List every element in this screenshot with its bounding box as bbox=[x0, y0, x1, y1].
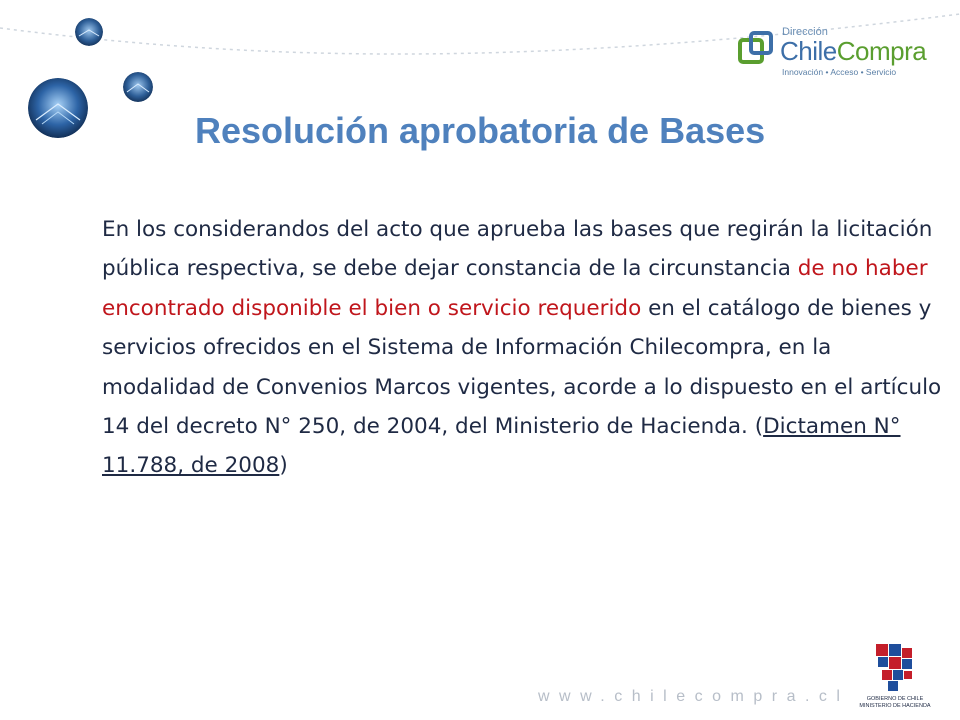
gov-line-2: MINISTERIO DE HACIENDA bbox=[859, 703, 931, 709]
footer-website-url: www.chilecompra.cl bbox=[538, 688, 850, 705]
decorative-orb-small-right bbox=[123, 72, 153, 102]
gobierno-de-chile-logo bbox=[850, 640, 940, 714]
chilecompra-logo bbox=[738, 24, 938, 80]
gov-line-1: GOBIERNO DE CHILE bbox=[866, 696, 924, 702]
body-segment-1: En los considerandos del acto que aprueba las bases que regirán la licitación pública respectiva, se debe dejar constancia de la circunstancia bbox=[102, 217, 933, 282]
logo-name-part1: Chile bbox=[780, 36, 837, 66]
logo-tagline: Innovación • Acceso • Servicio bbox=[782, 67, 897, 77]
logo-name bbox=[780, 37, 926, 65]
decorative-orb-small-top bbox=[75, 18, 103, 46]
slide-body-text bbox=[102, 210, 942, 486]
slide-title: Resolución aprobatoria de Bases bbox=[195, 110, 766, 151]
decorative-orb-large bbox=[28, 78, 88, 138]
dictamen-reference-link[interactable]: Dictamen N° 11.788, de 2008 bbox=[102, 414, 901, 479]
body-highlight: de no haber encontrado disponible el bien o servicio requerido bbox=[102, 256, 928, 321]
gov-caption bbox=[850, 696, 940, 710]
gobierno-de-chile-emblem-icon bbox=[850, 640, 940, 696]
chilecompra-logo-icon bbox=[738, 30, 776, 70]
body-segment-3: ) bbox=[279, 453, 288, 479]
logo-name-part2: Compra bbox=[836, 36, 927, 66]
body-segment-2: en el catálogo de bienes y servicios ofrecidos en el Sistema de Información Chilecompra, en la modalidad de Convenios Marcos vigentes, acorde a lo dispuesto en el artículo 14 del decreto N° 250, de 2004, del Ministerio de Hacienda. ( bbox=[102, 295, 942, 440]
logo-small-label: Dirección bbox=[782, 26, 828, 38]
